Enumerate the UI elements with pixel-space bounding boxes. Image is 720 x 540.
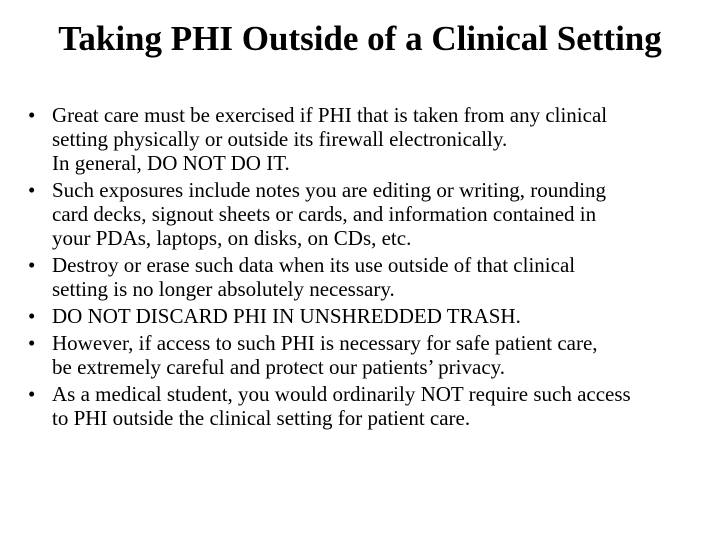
bullet-icon: • (28, 304, 36, 328)
bullet-text-line: In general, DO NOT DO IT. (52, 151, 290, 175)
bullet-item-3 (28, 253, 718, 301)
bullet-text-line: card decks, signout sheets or cards, and information contained in (52, 202, 597, 226)
bullet-icon: • (28, 178, 36, 202)
bullet-icon: • (28, 253, 36, 277)
bullet-icon: • (28, 103, 36, 127)
bullet-list (28, 103, 718, 433)
bullet-text-line: Such exposures include notes you are editing or writing, rounding (52, 178, 607, 202)
bullet-item-6 (28, 382, 718, 430)
bullet-icon: • (28, 382, 36, 406)
bullet-text-line: setting physically or outside its firewall electronically. (52, 127, 508, 151)
bullet-text-line: setting is no longer absolutely necessary. (52, 277, 395, 301)
bullet-text-line: As a medical student, you would ordinarily NOT require such access (52, 382, 631, 406)
bullet-item-4 (28, 304, 718, 328)
bullet-text-line: your PDAs, laptops, on disks, on CDs, etc. (52, 226, 412, 250)
bullet-item-5 (28, 331, 718, 379)
bullet-text-line: be extremely careful and protect our patients’ privacy. (52, 355, 506, 379)
bullet-text-line: DO NOT DISCARD PHI IN UNSHREDDED TRASH. (52, 304, 521, 328)
slide-title: Taking PHI Outside of a Clinical Setting (58, 19, 662, 58)
bullet-icon: • (28, 331, 36, 355)
bullet-text-line: Great care must be exercised if PHI that is taken from any clinical (52, 103, 608, 127)
bullet-text-line: to PHI outside the clinical setting for patient care. (52, 406, 471, 430)
bullet-text-line: Destroy or erase such data when its use outside of that clinical (52, 253, 576, 277)
bullet-item-2 (28, 178, 718, 250)
bullet-text-line: However, if access to such PHI is necessary for safe patient care, (52, 331, 598, 355)
bullet-item-1 (28, 103, 718, 175)
